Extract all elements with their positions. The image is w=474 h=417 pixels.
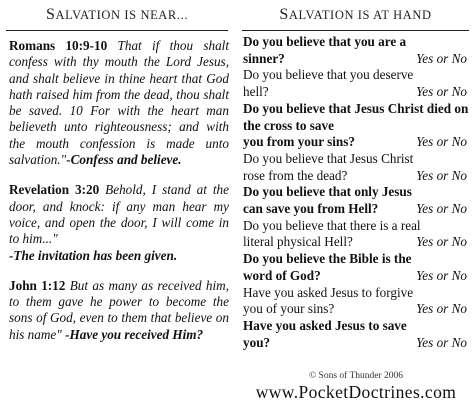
left-header-initial: S (45, 6, 56, 23)
right-header-rest: ALVATION IS AT HAND (288, 7, 432, 22)
question-line1: Do you believe the Bible is the (243, 251, 412, 267)
question-item (243, 184, 469, 217)
revelation-reference: Revelation 3:20 (9, 182, 100, 198)
answer-label: Yes or No (416, 167, 467, 183)
question-list (240, 31, 473, 351)
question-item (243, 285, 469, 318)
john-tagline: -Have you received Him? (61, 326, 204, 342)
question-line1: Do you believe that you deserve (243, 67, 414, 83)
question-item (243, 251, 469, 284)
answer-label: Yes or No (416, 334, 467, 350)
romans-tagline: -Confess and believe. (66, 152, 182, 168)
question-line2: rose from the dead? (243, 167, 348, 183)
left-header-rest: ALVATION IS NEAR... (55, 7, 189, 22)
question-line2: you? (243, 334, 271, 350)
left-header (6, 0, 228, 31)
romans-passage (2, 38, 234, 168)
copyright-text: © Sons of Thunder 2006 (308, 371, 404, 381)
revelation-verse: Behold, I stand at the door, and knock: if any man hear my voice, and open the door, I will come in to him..." (9, 182, 229, 247)
question-item (243, 67, 469, 100)
question-line2: word of God? (243, 267, 321, 283)
question-line2: hell? (243, 84, 269, 100)
john-verse: But as many as received him, to them gave he power to become the sons of God, even to them that believe on his name" (9, 277, 229, 342)
question-line2: you from your sins? (243, 134, 355, 150)
website-url: www.PocketDoctrines.com (255, 382, 457, 402)
answer-label: Yes or No (416, 134, 467, 150)
question-line2: you of your sins? (243, 301, 335, 317)
answer-label: Yes or No (416, 234, 467, 250)
right-column (238, 0, 474, 417)
question-line2: can save you from Hell? (243, 201, 379, 217)
question-line2: literal physical Hell? (243, 234, 353, 250)
question-item (243, 34, 469, 67)
question-line1: Do you believe that only Jesus (243, 184, 412, 200)
left-column (0, 0, 236, 417)
right-header (242, 0, 469, 31)
question-line1: Do you believe that you are a (243, 34, 407, 49)
question-line1: Do you believe that Jesus Christ died on the cross to save (243, 100, 469, 133)
answer-label: Yes or No (416, 267, 467, 283)
answer-label: Yes or No (416, 50, 467, 66)
question-line1: Have you asked Jesus to save (243, 317, 407, 333)
revelation-tagline: -The invitation has been given. (9, 247, 178, 263)
question-line1: Do you believe that there is a real (243, 217, 421, 233)
john-reference: John 1:12 (9, 277, 66, 293)
question-item (243, 101, 469, 151)
question-item (243, 218, 469, 251)
answer-label: Yes or No (416, 84, 467, 100)
john-passage (2, 278, 234, 343)
question-line2: sinner? (243, 50, 285, 66)
question-item (243, 318, 469, 351)
answer-label: Yes or No (416, 201, 467, 217)
right-header-initial: S (279, 6, 289, 23)
question-item (243, 151, 469, 184)
question-line1: Have you asked Jesus to forgive (243, 284, 414, 300)
romans-reference: Romans 10:9-10 (9, 38, 108, 53)
revelation-passage (2, 182, 234, 263)
answer-label: Yes or No (416, 301, 467, 317)
romans-verse: That if thou shalt confess with thy mouth the Lord Jesus, and shalt believe in thine heart that God hath raised him from the dead, thou shalt be saved. 10 For with the heart man believeth unto righteousness; and with the mouth confession is made unto salvation." (9, 38, 229, 168)
question-line1: Do you believe that Jesus Christ (243, 150, 414, 166)
